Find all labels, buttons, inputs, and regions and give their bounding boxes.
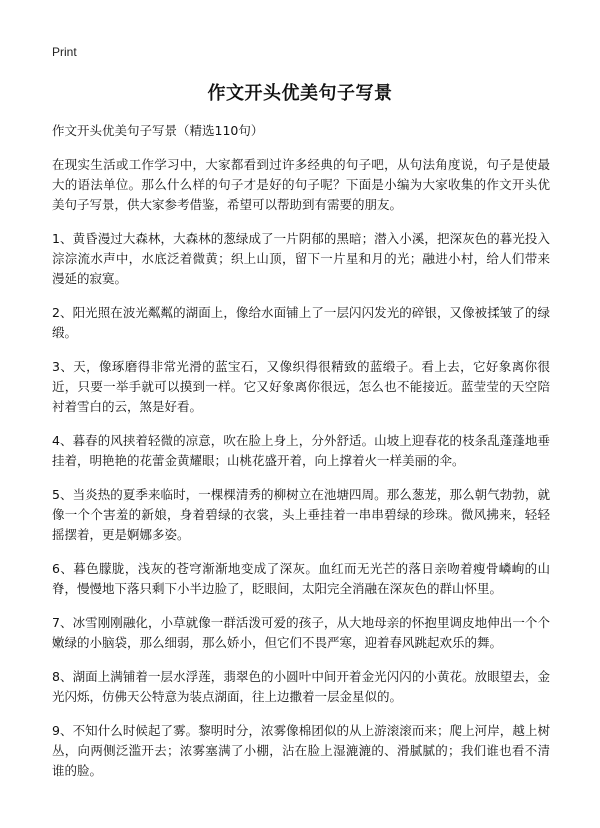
paragraph-5: 5、当炎热的夏季来临时，一棵棵清秀的柳树立在池塘四周。那么葱茏，那么朝气勃勃，就像一个个害羞的新娘，身着碧绿的衣裳，头上垂挂着一串串碧绿的珍珠。微风拂来，轻轻摇摆着，更是婀娜多姿。 bbox=[52, 487, 550, 542]
paragraph-1: 1、黄昏漫过大森林，大森林的葱绿成了一片阴郁的黑暗；潜入小溪，把深灰色的暮光投入淙淙流水声中，水底泛着微黄；织上山顶，留下一片星和月的光；融进小村，给人们带来漫延的寂寞。 bbox=[52, 231, 550, 286]
paragraph-6: 6、暮色朦胧，浅灰的苍穹渐渐地变成了深灰。血红而无光芒的落日亲吻着瘦骨嶙峋的山脊，慢慢地下落只剩下小半边脸了，眨眼间，太阳完全消融在深灰色的群山怀里。 bbox=[52, 561, 550, 596]
article-body bbox=[52, 121, 550, 795]
article-subtitle: 作文开头优美句子写景（精选110句） bbox=[52, 123, 264, 138]
page-title: 作文开头优美句子写景 bbox=[207, 83, 393, 104]
paragraph-8: 8、湖面上满铺着一层水浮莲，翡翠色的小圆叶中间开着金光闪闪的小黄花。放眼望去，金光闪烁，仿佛天公特意为装点湖面，往上边撒着一层金星似的。 bbox=[52, 669, 550, 704]
intro-paragraph: 在现实生活或工作学习中，大家都看到过许多经典的句子吧，从句法角度说，句子是使最大的语法单位。那么什么样的句子才是好的句子呢？下面是小编为大家收集的作文开头优美句子写景，供大家参考借鉴，希望可以帮助到有需要的朋友。 bbox=[52, 157, 550, 212]
paragraph-4: 4、暮春的风挟着轻微的凉意，吹在脸上身上，分外舒适。山坡上迎春花的枝条乱蓬蓬地垂挂着，明艳艳的花蕾金黄耀眼；山桃花盛开着，向上撑着火一样美丽的伞。 bbox=[52, 433, 550, 468]
print-link[interactable]: Print bbox=[52, 45, 77, 59]
paragraph-9: 9、不知什么时候起了雾。黎明时分，浓雾像棉团似的从上游滚滚而来；爬上河岸，越上树丛，向两侧泛滥开去；浓雾塞满了小棚，沾在脸上湿漉漉的、滑腻腻的；我们谁也看不清谁的脸。 bbox=[52, 723, 550, 778]
paragraph-3: 3、天，像琢磨得非常光滑的蓝宝石，又像织得很精致的蓝缎子。看上去，它好象离你很近，只要一举手就可以摸到一样。它又好象离你很远，怎么也不能接近。蓝莹莹的天空陪衬着雪白的云，煞是好看。 bbox=[52, 359, 550, 414]
paragraph-7: 7、冰雪刚刚融化，小草就像一群活泼可爱的孩子，从大地母亲的怀抱里调皮地伸出一个个嫩绿的小脑袋，那么细弱，那么娇小，但它们不畏严寒，迎着春风跳起欢乐的舞。 bbox=[52, 615, 550, 650]
paragraph-2: 2、阳光照在波光粼粼的湖面上，像给水面铺上了一层闪闪发光的碎银，又像被揉皱了的绿缎。 bbox=[52, 305, 550, 340]
